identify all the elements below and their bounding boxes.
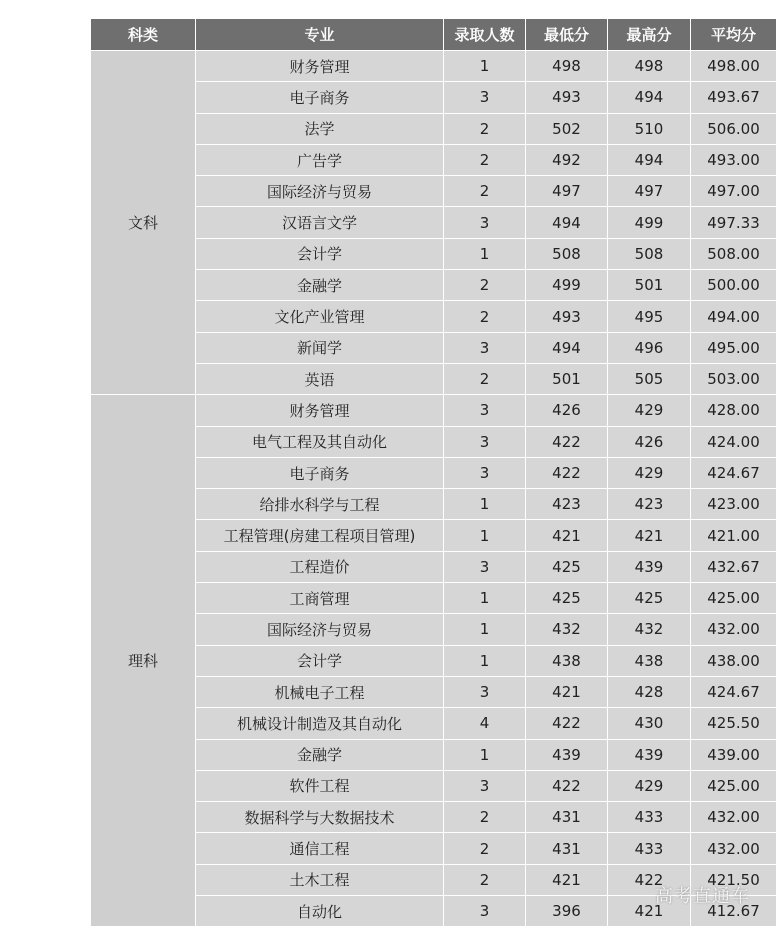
avg-score-cell: 428.00	[691, 395, 777, 426]
max-score-cell: 498	[608, 51, 691, 82]
max-score-cell: 439	[608, 551, 691, 582]
avg-score-cell: 424.67	[691, 676, 777, 707]
admitted-count-cell: 1	[444, 489, 526, 520]
min-score-cell: 493	[526, 82, 608, 113]
max-score-cell: 496	[608, 332, 691, 363]
max-score-cell: 433	[608, 802, 691, 833]
avg-score-cell: 412.67	[691, 896, 777, 927]
min-score-cell: 422	[526, 770, 608, 801]
max-score-cell: 432	[608, 614, 691, 645]
min-score-cell: 502	[526, 113, 608, 144]
watermark: 高考直通车	[655, 886, 750, 907]
table-row	[91, 395, 777, 426]
avg-score-cell: 495.00	[691, 332, 777, 363]
min-score-cell: 431	[526, 802, 608, 833]
min-score-cell: 492	[526, 144, 608, 175]
max-score-cell: 422	[608, 864, 691, 895]
major-cell: 英语	[196, 363, 444, 394]
admitted-count-cell: 3	[444, 395, 526, 426]
min-score-cell: 425	[526, 583, 608, 614]
major-cell: 自动化	[196, 896, 444, 927]
admitted-count-cell: 4	[444, 708, 526, 739]
admitted-count-cell: 3	[444, 896, 526, 927]
min-score-cell: 438	[526, 645, 608, 676]
major-cell: 通信工程	[196, 833, 444, 864]
max-score-cell: 508	[608, 238, 691, 269]
admitted-count-cell: 2	[444, 270, 526, 301]
min-score-cell: 426	[526, 395, 608, 426]
avg-score-cell: 425.00	[691, 770, 777, 801]
major-cell: 电子商务	[196, 82, 444, 113]
admitted-count-cell: 2	[444, 113, 526, 144]
avg-score-cell: 421.50	[691, 864, 777, 895]
major-cell: 工程管理(房建工程项目管理)	[196, 520, 444, 551]
admitted-count-cell: 2	[444, 301, 526, 332]
max-score-cell: 423	[608, 489, 691, 520]
min-score-cell: 432	[526, 614, 608, 645]
avg-score-cell: 432.00	[691, 833, 777, 864]
major-cell: 国际经济与贸易	[196, 176, 444, 207]
category-cell: 文科	[91, 51, 196, 395]
min-score-cell: 422	[526, 708, 608, 739]
major-cell: 新闻学	[196, 332, 444, 363]
major-cell: 机械电子工程	[196, 676, 444, 707]
min-score-cell: 425	[526, 551, 608, 582]
max-score-cell: 428	[608, 676, 691, 707]
min-score-cell: 508	[526, 238, 608, 269]
min-score-cell: 497	[526, 176, 608, 207]
major-cell: 文化产业管理	[196, 301, 444, 332]
admitted-count-cell: 1	[444, 583, 526, 614]
avg-score-cell: 432.67	[691, 551, 777, 582]
major-cell: 金融学	[196, 739, 444, 770]
avg-score-cell: 432.00	[691, 802, 777, 833]
max-score-cell: 426	[608, 426, 691, 457]
admitted-count-cell: 3	[444, 332, 526, 363]
admitted-count-cell: 2	[444, 833, 526, 864]
major-cell: 工程造价	[196, 551, 444, 582]
max-score-cell: 439	[608, 739, 691, 770]
admitted-count-cell: 2	[444, 864, 526, 895]
major-cell: 工商管理	[196, 583, 444, 614]
major-cell: 财务管理	[196, 395, 444, 426]
avg-score-cell: 497.33	[691, 207, 777, 238]
avg-score-cell: 503.00	[691, 363, 777, 394]
min-score-cell: 501	[526, 363, 608, 394]
major-cell: 法学	[196, 113, 444, 144]
min-score-cell: 421	[526, 864, 608, 895]
max-score-cell: 494	[608, 144, 691, 175]
max-score-cell: 433	[608, 833, 691, 864]
header-major: 专业	[196, 19, 444, 51]
admitted-count-cell: 2	[444, 176, 526, 207]
avg-score-cell: 494.00	[691, 301, 777, 332]
avg-score-cell: 497.00	[691, 176, 777, 207]
avg-score-cell: 439.00	[691, 739, 777, 770]
header-min-score: 最低分	[526, 19, 608, 51]
min-score-cell: 498	[526, 51, 608, 82]
avg-score-cell: 423.00	[691, 489, 777, 520]
avg-score-cell: 498.00	[691, 51, 777, 82]
min-score-cell: 422	[526, 457, 608, 488]
header-max-score: 最高分	[608, 19, 691, 51]
admitted-count-cell: 3	[444, 82, 526, 113]
major-cell: 电气工程及其自动化	[196, 426, 444, 457]
major-cell: 电子商务	[196, 457, 444, 488]
min-score-cell: 396	[526, 896, 608, 927]
header-avg-score: 平均分	[691, 19, 777, 51]
max-score-cell: 421	[608, 896, 691, 927]
avg-score-cell: 432.00	[691, 614, 777, 645]
min-score-cell: 439	[526, 739, 608, 770]
max-score-cell: 497	[608, 176, 691, 207]
major-cell: 给排水科学与工程	[196, 489, 444, 520]
admitted-count-cell: 3	[444, 457, 526, 488]
admission-scores-table	[90, 18, 777, 927]
admitted-count-cell: 3	[444, 551, 526, 582]
max-score-cell: 505	[608, 363, 691, 394]
admitted-count-cell: 3	[444, 426, 526, 457]
admitted-count-cell: 1	[444, 51, 526, 82]
avg-score-cell: 493.67	[691, 82, 777, 113]
major-cell: 机械设计制造及其自动化	[196, 708, 444, 739]
avg-score-cell: 508.00	[691, 238, 777, 269]
avg-score-cell: 500.00	[691, 270, 777, 301]
major-cell: 财务管理	[196, 51, 444, 82]
major-cell: 国际经济与贸易	[196, 614, 444, 645]
admitted-count-cell: 1	[444, 739, 526, 770]
major-cell: 广告学	[196, 144, 444, 175]
max-score-cell: 429	[608, 770, 691, 801]
max-score-cell: 429	[608, 395, 691, 426]
avg-score-cell: 438.00	[691, 645, 777, 676]
admitted-count-cell: 3	[444, 770, 526, 801]
category-cell: 理科	[91, 395, 196, 927]
min-score-cell: 431	[526, 833, 608, 864]
max-score-cell: 501	[608, 270, 691, 301]
avg-score-cell: 493.00	[691, 144, 777, 175]
min-score-cell: 423	[526, 489, 608, 520]
max-score-cell: 499	[608, 207, 691, 238]
table-body	[91, 51, 777, 927]
max-score-cell: 421	[608, 520, 691, 551]
header-category: 科类	[91, 19, 196, 51]
avg-score-cell: 425.50	[691, 708, 777, 739]
admitted-count-cell: 2	[444, 144, 526, 175]
max-score-cell: 425	[608, 583, 691, 614]
avg-score-cell: 506.00	[691, 113, 777, 144]
major-cell: 会计学	[196, 645, 444, 676]
min-score-cell: 422	[526, 426, 608, 457]
max-score-cell: 510	[608, 113, 691, 144]
admitted-count-cell: 3	[444, 676, 526, 707]
min-score-cell: 499	[526, 270, 608, 301]
max-score-cell: 429	[608, 457, 691, 488]
table-header-row	[91, 19, 777, 51]
admitted-count-cell: 2	[444, 802, 526, 833]
max-score-cell: 495	[608, 301, 691, 332]
major-cell: 汉语言文学	[196, 207, 444, 238]
min-score-cell: 493	[526, 301, 608, 332]
avg-score-cell: 421.00	[691, 520, 777, 551]
avg-score-cell: 424.67	[691, 457, 777, 488]
max-score-cell: 494	[608, 82, 691, 113]
admitted-count-cell: 1	[444, 614, 526, 645]
major-cell: 土木工程	[196, 864, 444, 895]
min-score-cell: 421	[526, 520, 608, 551]
min-score-cell: 494	[526, 332, 608, 363]
major-cell: 金融学	[196, 270, 444, 301]
table-row	[91, 51, 777, 82]
min-score-cell: 494	[526, 207, 608, 238]
admitted-count-cell: 1	[444, 645, 526, 676]
major-cell: 数据科学与大数据技术	[196, 802, 444, 833]
admitted-count-cell: 1	[444, 520, 526, 551]
admitted-count-cell: 2	[444, 363, 526, 394]
admitted-count-cell: 3	[444, 207, 526, 238]
header-admitted-count: 录取人数	[444, 19, 526, 51]
max-score-cell: 438	[608, 645, 691, 676]
admitted-count-cell: 1	[444, 238, 526, 269]
max-score-cell: 430	[608, 708, 691, 739]
avg-score-cell: 424.00	[691, 426, 777, 457]
major-cell: 会计学	[196, 238, 444, 269]
min-score-cell: 421	[526, 676, 608, 707]
major-cell: 软件工程	[196, 770, 444, 801]
avg-score-cell: 425.00	[691, 583, 777, 614]
